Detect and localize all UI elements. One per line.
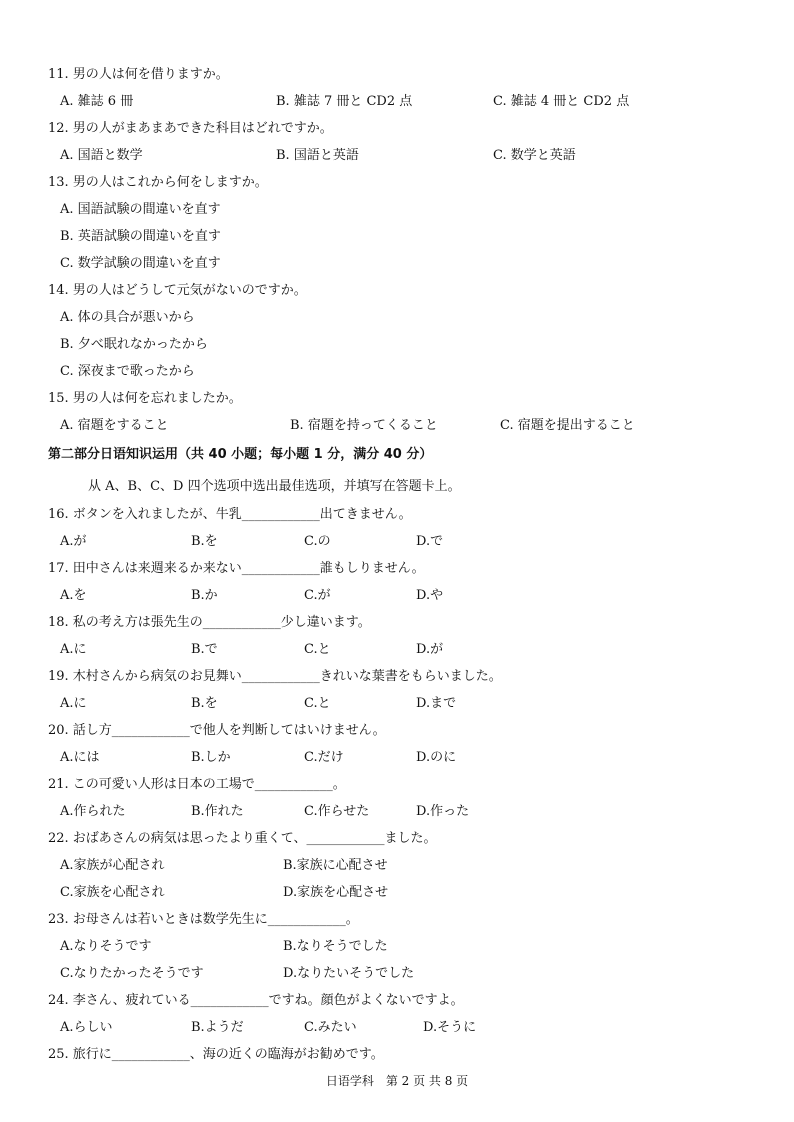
q14-option-a: A. 体の具合が悪いから bbox=[60, 310, 195, 325]
q15-option-c: C. 宿題を提出すること bbox=[500, 418, 635, 433]
q18-option-a: A.に bbox=[60, 642, 87, 657]
question-16: 16. ボタンを入れましたが、牛乳____________出てきません。 bbox=[48, 507, 412, 522]
q23-option-a: A.なりそうです bbox=[60, 939, 152, 954]
question-24: 24. 李さん、疲れている____________ですね。顔色がよくないですよ。 bbox=[48, 993, 464, 1008]
q18-option-c: C.と bbox=[304, 642, 331, 657]
q23-option-c: C.なりたかったそうです bbox=[60, 966, 204, 981]
q11-option-c: C. 雑誌 4 冊と CD2 点 bbox=[493, 94, 630, 109]
q21-option-b: B.作れた bbox=[191, 804, 244, 819]
q23-option-b: B.なりそうでした bbox=[283, 939, 388, 954]
q24-option-d: D.そうに bbox=[423, 1020, 477, 1035]
q22-option-b: B.家族に心配させ bbox=[283, 858, 388, 873]
question-18: 18. 私の考え方は張先生の____________少し違います。 bbox=[48, 615, 371, 630]
question-12: 12. 男の人がまあまあできた科目はどれですか。 bbox=[48, 121, 333, 136]
q16-option-b: B.を bbox=[191, 534, 218, 549]
question-19: 19. 木村さんから病気のお見舞い____________きれいな葉書をもらいました。 bbox=[48, 669, 502, 684]
q15-option-a: A. 宿題をすること bbox=[60, 418, 169, 433]
q20-option-d: D.のに bbox=[416, 750, 457, 765]
question-22: 22. おばあさんの病気は思ったより重くて、____________ました。 bbox=[48, 831, 437, 846]
q16-option-a: A.が bbox=[60, 534, 87, 549]
q13-option-a: A. 国語試験の間違いを直す bbox=[60, 202, 221, 217]
q22-option-a: A.家族が心配され bbox=[60, 858, 165, 873]
q19-option-a: A.に bbox=[60, 696, 87, 711]
question-23: 23. お母さんは若いときは数学先生に____________。 bbox=[48, 912, 359, 927]
q12-option-c: C. 数学と英語 bbox=[493, 148, 576, 163]
q19-option-d: D.まで bbox=[416, 696, 457, 711]
q17-option-d: D.や bbox=[416, 588, 444, 603]
question-15: 15. 男の人は何を忘れましたか。 bbox=[48, 391, 242, 406]
q20-option-a: A.には bbox=[60, 750, 100, 765]
section-2-title: 第二部分日语知识运用（共 40 小题；每小题 1 分，满分 40 分） bbox=[48, 447, 433, 462]
q18-option-b: B.で bbox=[191, 642, 218, 657]
q16-option-c: C.の bbox=[304, 534, 331, 549]
q24-option-c: C.みたい bbox=[304, 1020, 357, 1035]
question-20: 20. 話し方____________で他人を判断してはいけません。 bbox=[48, 723, 386, 738]
q15-option-b: B. 宿題を持ってくること bbox=[290, 418, 438, 433]
q11-option-b: B. 雑誌 7 冊と CD2 点 bbox=[276, 94, 413, 109]
question-11: 11. 男の人は何を借りますか。 bbox=[48, 67, 229, 82]
q12-option-a: A. 国語と数学 bbox=[60, 148, 143, 163]
q13-option-b: B. 英語試験の間違いを直す bbox=[60, 229, 221, 244]
question-21: 21. この可愛い人形は日本の工場で____________。 bbox=[48, 777, 346, 792]
q11-option-a: A. 雑誌 6 冊 bbox=[60, 94, 134, 109]
q12-option-b: B. 国語と英語 bbox=[276, 148, 359, 163]
q16-option-d: D.で bbox=[416, 534, 444, 549]
q17-option-a: A.を bbox=[60, 588, 87, 603]
q17-option-c: C.が bbox=[304, 588, 331, 603]
q14-option-b: B. 夕べ眠れなかったから bbox=[60, 337, 208, 352]
q22-option-c: C.家族を心配され bbox=[60, 885, 165, 900]
question-17: 17. 田中さんは来週来るか来ない____________誰もしりません。 bbox=[48, 561, 425, 576]
q13-option-c: C. 数学試験の間違いを直す bbox=[60, 256, 221, 271]
q21-option-c: C.作らせた bbox=[304, 804, 370, 819]
q24-option-a: A.らしい bbox=[60, 1020, 113, 1035]
question-25: 25. 旅行に____________、海の近くの臨海がお勧めです。 bbox=[48, 1047, 384, 1062]
question-14: 14. 男の人はどうして元気がないのですか。 bbox=[48, 283, 307, 298]
q17-option-b: B.か bbox=[191, 588, 218, 603]
q19-option-c: C.と bbox=[304, 696, 331, 711]
q19-option-b: B.を bbox=[191, 696, 218, 711]
q21-option-d: D.作った bbox=[416, 804, 470, 819]
q23-option-d: D.なりたいそうでした bbox=[283, 966, 415, 981]
q22-option-d: D.家族を心配させ bbox=[283, 885, 389, 900]
question-13: 13. 男の人はこれから何をしますか。 bbox=[48, 175, 268, 190]
q14-option-c: C. 深夜まで歌ったから bbox=[60, 364, 195, 379]
q18-option-d: D.が bbox=[416, 642, 444, 657]
q24-option-b: B.ようだ bbox=[191, 1020, 244, 1035]
page-footer: 日语学科 第 2 页 共 8 页 bbox=[325, 1074, 469, 1088]
q20-option-c: C.だけ bbox=[304, 750, 344, 765]
q20-option-b: B.しか bbox=[191, 750, 231, 765]
section-2-instruction: 从 A、B、C、D 四个选项中选出最佳选项，并填写在答题卡上。 bbox=[88, 479, 461, 494]
q21-option-a: A.作られた bbox=[60, 804, 126, 819]
